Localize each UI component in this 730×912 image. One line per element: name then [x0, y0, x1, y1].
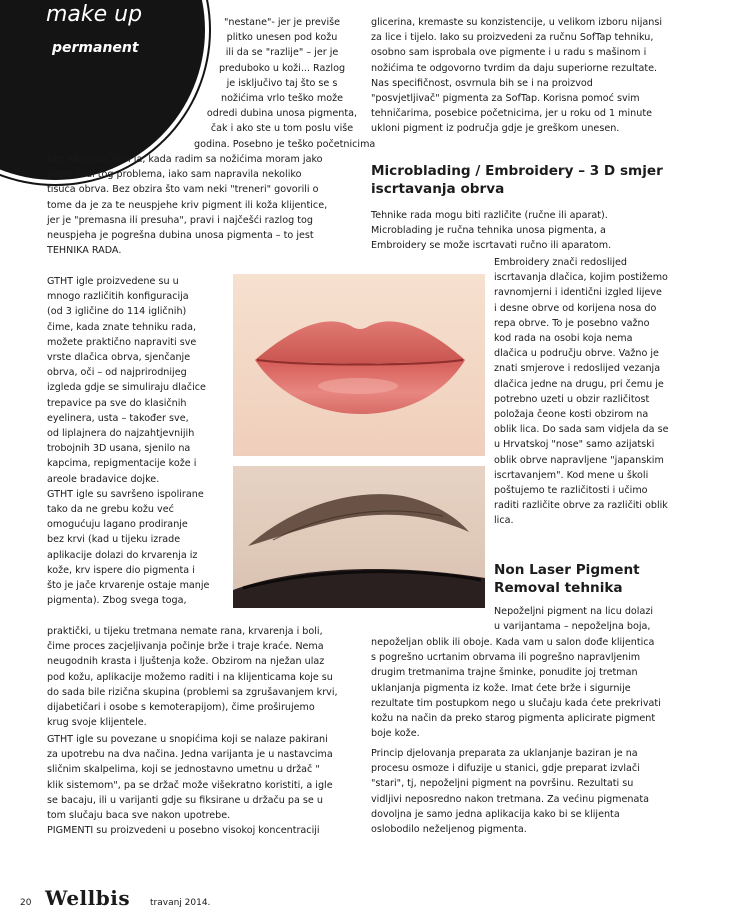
text-line: Microblading / Embroidery – 3 D smjer [371, 163, 663, 179]
text-line: u Hrvatskoj "nose" samo azijatski [494, 439, 655, 451]
text-line: ravnomjerni i identični izgled lijeve [494, 287, 662, 299]
magazine-brand: Wellbis [45, 886, 131, 910]
text-line: Tehnike rada mogu biti različite (ručne ili aparat). [371, 210, 608, 221]
text-line: nožićima te odgovorno tvrdim da daju superiorne rezultate. [371, 62, 658, 74]
text-line: osobno sam isprobala ove pigmente i u radu s mašinom i [371, 47, 647, 59]
text-line: "nestane"- jer je previše [223, 17, 341, 28]
text-line: ili da se "razlije" – jer je [225, 47, 339, 59]
text-line: što je jače krvarenje ostaje manje [47, 580, 210, 592]
text-line: mnogo različitih konfiguracija [47, 291, 189, 303]
text-line: znati smjerove i redoslijed vezanja [494, 363, 661, 375]
text-line: "posvjetljivač" pigmenta za SofTap. Korisna pomoć svim [371, 93, 640, 105]
microblading-intro [371, 208, 611, 254]
text-line: dovoljna je samo jedna aplikacija kako bi se klijenta [371, 808, 620, 820]
text-line: položaja čeone kosti obzirom na [494, 409, 649, 421]
text-line: tom slučaju baca sve nakon upotrebe. [47, 810, 231, 822]
text-line: GTHT igle proizvedene su u [47, 276, 179, 287]
text-line: sličnim skalpelima, koji se jednostavno umetnu u držač " [47, 764, 320, 776]
logo-subtitle: permanent [52, 40, 139, 56]
nonlaser-heading [494, 561, 640, 597]
text-line: čime proces zacjeljivanja počinje brže i traje kraće. Nema [47, 641, 324, 653]
text-line: nožićima vrlo teško može [220, 93, 344, 105]
text-line: uklanjanja pigmenta iz kože. Imat ćete brže i sigurnije [371, 682, 631, 694]
text-line: oblik lica. Do sada sam vidjela da se [494, 424, 669, 436]
text-line: rezultate tim postupkom nego u slučaju kada ćete prekrivati [371, 697, 661, 709]
text-line: čime, kada znate tehniku rada, [47, 321, 197, 333]
text-line: PIGMENTI su proizvedeni u posebno visokoj koncentraciji [47, 825, 320, 837]
text-line: Princip djelovanja preparata za uklanjanje baziran je na [371, 748, 638, 759]
healing-paragraph [47, 624, 338, 730]
text-line: Non Laser Pigment [494, 562, 640, 578]
text-line: se bacaju, ili u varijanti gdje su fiksirane u držaču pa se u [47, 794, 323, 806]
text-line: tisuća obrva. Bez obzira što vam neki "treneri" govorili o [47, 184, 319, 196]
text-line: potrebno uzeti u obzir različitost [494, 393, 650, 405]
text-line: Embroidery znači redoslijed [494, 257, 627, 268]
text-line: boje kože. [371, 728, 420, 740]
issue-date: travanj 2014. [150, 898, 211, 908]
text-line: aplikacije dolazi do krvarenja iz [47, 549, 198, 561]
text-line: klik sistemom", pa se držač može višekratno koristiti, a igle [47, 779, 333, 791]
text-line: trepavice pa sve do klasičnih [47, 397, 187, 409]
text-line: Nas specifičnost, osvrnula bih se i na proizvod [371, 77, 593, 89]
pigments-paragraph [371, 15, 662, 137]
text-line: dlačica jedne na drugu, pri čemu je [494, 378, 664, 390]
microblading-heading [371, 162, 663, 198]
embroidery-paragraph [494, 255, 668, 529]
packaging-paragraph [47, 732, 333, 838]
eyebrow-photo [233, 466, 485, 608]
text-line: eyelinera, usta – također sve, [47, 412, 189, 424]
intro-paragraph [194, 15, 376, 152]
text-line: bez krvi (kad u tijeku izrade [47, 534, 181, 546]
text-line: TEHNIKA RADA. [47, 245, 122, 257]
text-line: lica. [494, 515, 514, 527]
nonlaser-paragraph [371, 635, 661, 741]
text-line: trobojnih 3D usana, sjenilo na [47, 443, 191, 455]
page-number: 20 [20, 898, 32, 908]
nonlaser-intro [494, 604, 653, 634]
text-line: kapcima, repigmentacije kože i [47, 458, 197, 470]
text-line: i desne obrve od korijena nosa do [494, 302, 657, 314]
text-line: odredi dubina unosa pigmenta, [206, 108, 358, 120]
depth-paragraph [47, 152, 327, 258]
text-line: iscrtavanjem". Kod mene u školi [494, 469, 649, 481]
text-line: iscrtavanja obrva [371, 181, 505, 197]
text-line: godina. Posebno je teško početnicima [194, 138, 376, 150]
text-line: tome da je za te neuspjehe kriv pigment ili koža klijentice, [47, 199, 328, 211]
text-line: od liplajnera do najzahtjevnijih [47, 428, 195, 440]
text-line: kod rada na osobi koja nema [494, 333, 633, 345]
text-line: dijabetičari i osobe s kemoterapijom), čime proširujemo [47, 702, 315, 714]
text-line: repa obrve. To je posebno važno [494, 317, 650, 329]
text-line: drugim tretmanima trajne šminke, ponudite joj tretman [371, 667, 638, 679]
text-line: kože, krv ispere dio pigmenta i [47, 564, 195, 576]
text-line: Removal tehnika [494, 580, 623, 596]
text-line: GTHT igle su povezane u snopićima koji se nalaze pakirani [47, 734, 328, 745]
text-line: preduboko u koži... Razlog [218, 62, 346, 74]
text-line: Microblading je ručna tehnika unosa pigmenta, a [371, 225, 606, 237]
text-line: obrva, oči – od najprirodnijeg [47, 367, 187, 379]
text-line: "stari", tj, nepoželjni pigment na površinu. Rezultati su [371, 778, 634, 790]
principle-paragraph [371, 746, 649, 837]
logo-title: make up [46, 2, 143, 27]
text-line: (od 3 igličine do 114 igličnih) [47, 306, 187, 318]
text-line: čak i ako ste u tom poslu više [210, 123, 354, 135]
text-line: za lice i tijelo. Iako su proizvedeni za ručnu SofTap tehniku, [371, 32, 654, 44]
text-line: pod kožu, aplikacije možemo raditi i na klijenticama koje su [47, 671, 333, 683]
text-line: tako da ne grebu kožu već [47, 504, 174, 516]
text-line: tehničarima, posebice početnicima, jer u roku od 1 minute [371, 108, 653, 120]
text-line: u varijantama – nepoželjna boja, [494, 621, 651, 633]
text-line: plitko unesen pod kožu [226, 32, 338, 44]
text-line: neugodnih krasta i ljuštenja kože. Obzirom na nježan ulaz [47, 656, 325, 668]
text-line: glicerina, kremaste su konzistencije, u velikom izboru nijansi [371, 17, 663, 28]
text-line: paziti radi tog problema, iako sam napravila nekoliko [47, 169, 302, 181]
text-line: raditi različite obrve za različiti oblik [494, 500, 668, 512]
text-line: omogućuju lagano prodiranje [47, 519, 188, 531]
text-line: izgleda gdje se simuliraju dlačice [47, 382, 206, 394]
text-line: s pogrešno ucrtanim obrvama ili pogrešno napravljenim [371, 652, 641, 664]
gtht-needles-paragraph [47, 274, 209, 608]
text-line: krug svoje klijentele. [47, 717, 147, 729]
text-line: nepoželjan oblik ili oboje. Kada vam u salon dođe klijentica [371, 637, 655, 648]
text-line: iscrtavanja dlačica, kojim postižemo [494, 272, 668, 284]
text-line: možete praktično napraviti sve [47, 336, 197, 348]
text-line: ukloni pigment iz područja gdje je greškom unesen. [371, 123, 620, 135]
text-line: je isključivo taj što se s [226, 77, 338, 89]
text-line: do sada bile rizična skupina (problemi sa zgrušavanjem krvi, [47, 686, 338, 698]
text-line: vrste dlačica obrva, sjenčanje [47, 352, 191, 364]
text-line: pigmenta). Zbog svega toga, [47, 595, 187, 607]
text-line: bez iskustva, jer i ja, kada radim sa nožićima moram jako [47, 154, 323, 165]
text-line: procesu osmoze i difuzije u stanici, gdje preparat izvlači [371, 763, 640, 775]
text-line: jer je "premasna ili presuha", pravi i najčešći razlog tog [47, 214, 313, 226]
text-line: GTHT igle su savršeno ispolirane [47, 488, 204, 500]
lips-photo [233, 274, 485, 456]
text-line: areole bradavice dojke. [47, 473, 160, 485]
text-line: kožu na način da preko starog pigmenta aplicirate pigment [371, 713, 656, 725]
text-line: Embroidery se može iscrtavati ručno ili aparatom. [371, 240, 612, 252]
text-line: praktički, u tijeku tretmana nemate rana, krvarenja i boli, [47, 626, 323, 637]
text-line: Nepoželjni pigment na licu dolazi [494, 606, 654, 617]
text-line: neuspjeha je pogrešna dubina unosa pigmenta – to jest [47, 230, 314, 242]
text-line: vidljivi neposredno nakon tretmana. Za većinu pigmenata [371, 793, 650, 805]
text-line: za upotrebu na dva načina. Jedna varijanta je u nastavcima [47, 749, 333, 761]
text-line: oslobodilo neželjenog pigmenta. [371, 824, 527, 836]
text-line: dlačica u području obrve. Važno je [494, 348, 659, 360]
text-line: poštujemo te različitosti i učimo [494, 485, 648, 497]
text-line: oblik obrve napravljene "japanskim [494, 454, 664, 466]
